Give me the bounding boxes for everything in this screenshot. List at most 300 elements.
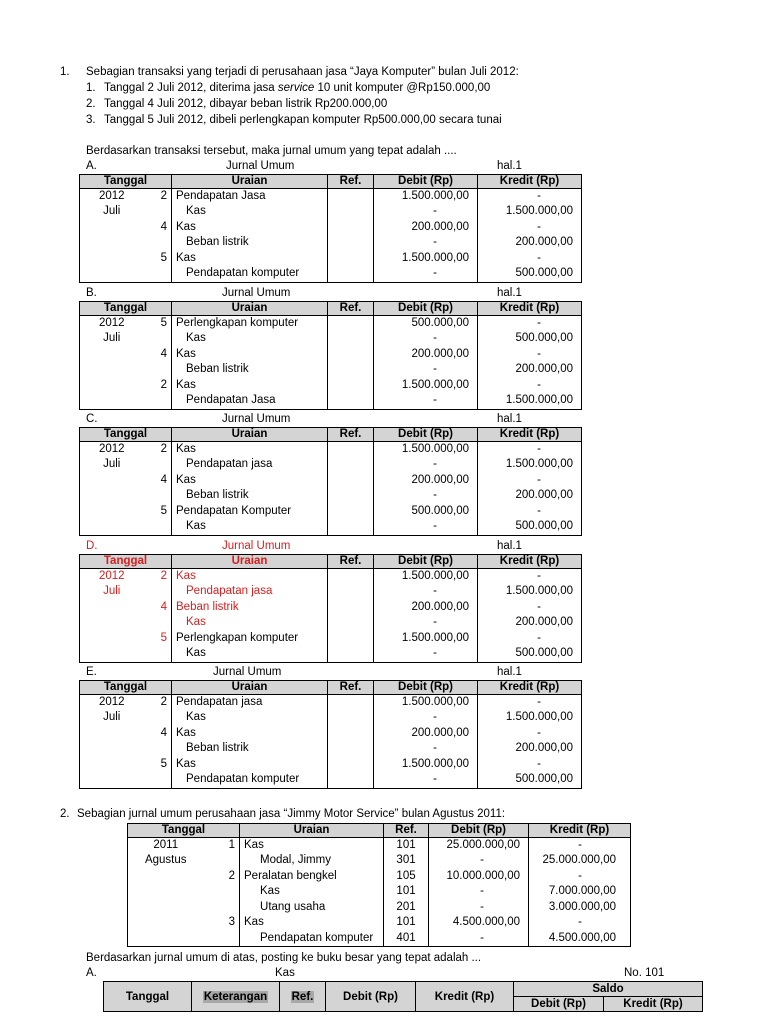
row-ref — [328, 695, 374, 711]
journal-row — [80, 220, 582, 236]
ledger-table — [103, 981, 703, 1012]
row-year: 2012 — [80, 189, 144, 205]
row-debit: - — [374, 772, 478, 788]
row-day: 4 — [144, 726, 172, 742]
col-header-debit: Debit (Rp) — [374, 681, 478, 695]
option-page: hal.1 — [497, 666, 522, 678]
journal-row — [80, 442, 582, 458]
row-description: Kas — [172, 331, 328, 347]
q2-question: Berdasarkan jurnal umum di atas, posting ke buku besar yang tepat adalah ... — [86, 952, 482, 964]
row-description: Beban listrik — [172, 362, 328, 378]
row-description: Kas — [172, 220, 328, 236]
row-description: Modal, Jimmy — [240, 853, 384, 869]
row-kredit: 1.500.000,00 — [478, 710, 582, 726]
row-day — [144, 584, 172, 600]
row-ref: 301 — [384, 853, 429, 869]
row-description: Kas — [172, 204, 328, 220]
row-year — [80, 235, 144, 251]
row-day: 1 — [204, 838, 240, 854]
col-header-uraian: Uraian — [172, 681, 328, 695]
row-description: Perlengkapan komputer — [172, 631, 328, 647]
row-description: Pendapatan Komputer — [172, 504, 328, 520]
q1-item-number: 2. — [86, 98, 96, 110]
row-kredit: - — [478, 316, 582, 332]
row-year: 2011 — [128, 838, 204, 854]
journal-row — [80, 378, 582, 394]
row-kredit: - — [478, 378, 582, 394]
row-year — [80, 362, 144, 378]
col-header-ref: Ref. — [328, 428, 374, 442]
q2-number: 2. — [60, 808, 70, 820]
row-description: Kas — [172, 710, 328, 726]
row-day — [144, 488, 172, 504]
row-description: Beban listrik — [172, 600, 328, 616]
row-day — [144, 266, 172, 282]
row-year — [128, 931, 204, 947]
journal-row — [80, 757, 582, 773]
journal-table-option — [79, 680, 582, 789]
row-year — [80, 615, 144, 631]
row-ref — [328, 362, 374, 378]
journal-row — [80, 393, 582, 409]
row-description: Kas — [240, 884, 384, 900]
row-kredit: 3.000.000,00 — [529, 900, 631, 916]
q2-journal-table — [127, 823, 631, 947]
row-kredit: 200.000,00 — [478, 488, 582, 504]
col-header-uraian: Uraian — [172, 302, 328, 316]
row-debit: 1.500.000,00 — [374, 442, 478, 458]
row-debit: - — [374, 235, 478, 251]
row-description: Pendapatan komputer — [172, 266, 328, 282]
q1-item-2: Tanggal 4 Juli 2012, dibayar beban listrik Rp200.000,00 — [104, 98, 388, 110]
row-description: Kas — [172, 251, 328, 267]
row-kredit: - — [478, 189, 582, 205]
row-description: Pendapatan komputer — [240, 931, 384, 947]
row-debit: 1.500.000,00 — [374, 631, 478, 647]
row-day: 4 — [144, 220, 172, 236]
row-description: Beban listrik — [172, 235, 328, 251]
row-day — [144, 772, 172, 788]
ledger-header-tanggal: Tanggal — [104, 982, 192, 1012]
row-debit: 1.500.000,00 — [374, 251, 478, 267]
row-debit: - — [374, 488, 478, 504]
row-debit: - — [374, 710, 478, 726]
row-ref — [328, 347, 374, 363]
col-header-kredit: Kredit (Rp) — [478, 555, 582, 569]
option-title: Jurnal Umum — [222, 413, 291, 425]
ledger-header-keterangan: Keterangan — [192, 982, 280, 1012]
option-title: Jurnal Umum — [222, 540, 291, 552]
row-day: 5 — [144, 504, 172, 520]
row-ref: 105 — [384, 869, 429, 885]
journal-row — [80, 331, 582, 347]
row-year: Agustus — [128, 853, 204, 869]
row-debit: - — [374, 393, 478, 409]
row-day — [144, 457, 172, 473]
row-day: 5 — [144, 316, 172, 332]
row-day — [144, 331, 172, 347]
col-header-debit: Debit (Rp) — [374, 428, 478, 442]
row-year — [128, 884, 204, 900]
row-ref — [328, 442, 374, 458]
journal-row — [80, 473, 582, 489]
col-header-tanggal: Tanggal — [80, 681, 172, 695]
option-page: hal.1 — [497, 540, 522, 552]
option-letter: B. — [86, 287, 97, 299]
journal-row — [80, 646, 582, 662]
journal-row — [80, 569, 582, 585]
row-description: Pendapatan jasa — [172, 695, 328, 711]
row-kredit: - — [478, 251, 582, 267]
q1-item-1: Tanggal 2 Juli 2012, diterima jasa service 10 unit komputer @Rp150.000,00 — [104, 82, 491, 94]
row-year: Juli — [80, 204, 144, 220]
row-year — [80, 741, 144, 757]
journal-row — [80, 488, 582, 504]
row-day: 2 — [144, 442, 172, 458]
row-day — [144, 362, 172, 378]
row-kredit: 1.500.000,00 — [478, 457, 582, 473]
col-header-ref: Ref. — [328, 302, 374, 316]
row-ref — [328, 488, 374, 504]
row-debit: - — [374, 204, 478, 220]
col-header-kredit: Kredit (Rp) — [478, 681, 582, 695]
row-ref: 101 — [384, 884, 429, 900]
journal-row — [128, 900, 631, 916]
row-ref — [328, 393, 374, 409]
col-header-ref: Ref. — [328, 555, 374, 569]
row-kredit: - — [529, 869, 631, 885]
row-description: Kas — [172, 347, 328, 363]
row-description: Kas — [172, 615, 328, 631]
journal-row — [128, 931, 631, 947]
journal-row — [80, 347, 582, 363]
ledger-header-kredit: Kredit (Rp) — [416, 982, 514, 1012]
row-ref — [328, 710, 374, 726]
journal-row — [128, 853, 631, 869]
row-day — [144, 393, 172, 409]
col-header-ref: Ref. — [384, 824, 429, 838]
row-debit: - — [374, 741, 478, 757]
col-header-kredit: Kredit (Rp) — [478, 302, 582, 316]
row-ref — [328, 266, 374, 282]
col-header-tanggal: Tanggal — [80, 175, 172, 189]
row-debit: 1.500.000,00 — [374, 189, 478, 205]
journal-row — [80, 695, 582, 711]
journal-table-option — [79, 301, 582, 410]
row-year — [80, 251, 144, 267]
row-description: Peralatan bengkel — [240, 869, 384, 885]
row-kredit: - — [478, 504, 582, 520]
row-day — [204, 853, 240, 869]
row-kredit: - — [529, 915, 631, 931]
row-day — [144, 204, 172, 220]
journal-table-option — [79, 427, 582, 536]
journal-row — [80, 741, 582, 757]
row-day: 4 — [144, 473, 172, 489]
row-description: Kas — [240, 838, 384, 854]
row-kredit: - — [478, 695, 582, 711]
row-debit: - — [374, 457, 478, 473]
option-letter: A. — [86, 160, 97, 172]
row-year — [80, 631, 144, 647]
ledger-header-ref: Ref. — [280, 982, 326, 1012]
row-debit: - — [374, 646, 478, 662]
row-day — [144, 710, 172, 726]
journal-row — [128, 838, 631, 854]
row-description: Pendapatan jasa — [172, 584, 328, 600]
col-header-kredit: Kredit (Rp) — [529, 824, 631, 838]
row-year: Juli — [80, 331, 144, 347]
row-ref — [328, 584, 374, 600]
row-description: Kas — [172, 569, 328, 585]
row-kredit: 1.500.000,00 — [478, 393, 582, 409]
col-header-tanggal: Tanggal — [80, 428, 172, 442]
row-ref — [328, 600, 374, 616]
ledger-header-saldo-kredit: Kredit (Rp) — [604, 997, 703, 1012]
row-year — [128, 915, 204, 931]
row-kredit: - — [478, 726, 582, 742]
row-kredit: 200.000,00 — [478, 235, 582, 251]
row-day — [144, 615, 172, 631]
row-day — [144, 235, 172, 251]
journal-row — [80, 266, 582, 282]
journal-row — [80, 316, 582, 332]
ledger-header-saldo-debit: Debit (Rp) — [514, 997, 604, 1012]
row-kredit: - — [478, 600, 582, 616]
row-day — [144, 741, 172, 757]
row-year: 2012 — [80, 442, 144, 458]
row-debit: 500.000,00 — [374, 316, 478, 332]
row-day: 2 — [144, 695, 172, 711]
row-debit: 200.000,00 — [374, 726, 478, 742]
row-debit: - — [429, 884, 529, 900]
q1-number: 1. — [60, 66, 70, 78]
row-year — [80, 378, 144, 394]
col-header-tanggal: Tanggal — [80, 555, 172, 569]
row-day: 5 — [144, 631, 172, 647]
row-ref — [328, 251, 374, 267]
row-ref — [328, 457, 374, 473]
journal-row — [80, 631, 582, 647]
journal-row — [80, 235, 582, 251]
ledger-option-letter: A. — [86, 967, 97, 979]
row-ref: 401 — [384, 931, 429, 947]
row-ref — [328, 504, 374, 520]
journal-row — [80, 584, 582, 600]
q1-intro: Sebagian transaksi yang terjadi di perusahaan jasa “Jaya Komputer” bulan Juli 2012: — [86, 66, 519, 78]
row-debit: 1.500.000,00 — [374, 378, 478, 394]
row-day — [144, 519, 172, 535]
option-title: Jurnal Umum — [222, 287, 291, 299]
row-debit: - — [429, 853, 529, 869]
row-kredit: - — [478, 220, 582, 236]
row-year — [80, 757, 144, 773]
option-page: hal.1 — [497, 413, 522, 425]
row-kredit: - — [478, 473, 582, 489]
col-header-debit: Debit (Rp) — [374, 302, 478, 316]
row-ref: 101 — [384, 915, 429, 931]
row-kredit: 500.000,00 — [478, 646, 582, 662]
row-debit: - — [429, 931, 529, 947]
row-year — [80, 772, 144, 788]
row-ref — [328, 772, 374, 788]
row-debit: 1.500.000,00 — [374, 757, 478, 773]
option-letter: C. — [86, 413, 98, 425]
row-ref: 201 — [384, 900, 429, 916]
row-day: 2 — [144, 189, 172, 205]
row-description: Pendapatan komputer — [172, 772, 328, 788]
row-year — [80, 726, 144, 742]
journal-row — [80, 457, 582, 473]
row-kredit: - — [478, 631, 582, 647]
row-ref: 101 — [384, 838, 429, 854]
row-debit: - — [374, 519, 478, 535]
row-description: Kas — [172, 757, 328, 773]
row-debit: 500.000,00 — [374, 504, 478, 520]
row-year — [80, 393, 144, 409]
row-debit: 10.000.000,00 — [429, 869, 529, 885]
row-description: Kas — [240, 915, 384, 931]
row-description: Pendapatan Jasa — [172, 189, 328, 205]
row-description: Kas — [172, 473, 328, 489]
ledger-header-debit: Debit (Rp) — [326, 982, 416, 1012]
col-header-tanggal: Tanggal — [80, 302, 172, 316]
row-kredit: 200.000,00 — [478, 615, 582, 631]
row-day: 3 — [204, 915, 240, 931]
row-day: 5 — [144, 251, 172, 267]
row-description: Pendapatan jasa — [172, 457, 328, 473]
col-header-kredit: Kredit (Rp) — [478, 175, 582, 189]
row-ref — [328, 646, 374, 662]
row-kredit: 500.000,00 — [478, 519, 582, 535]
row-ref — [328, 331, 374, 347]
row-kredit: - — [478, 347, 582, 363]
q1-question: Berdasarkan transaksi tersebut, maka jurnal umum yang tepat adalah .... — [86, 145, 457, 157]
col-header-tanggal: Tanggal — [128, 824, 240, 838]
option-letter: D. — [86, 540, 98, 552]
row-ref — [328, 189, 374, 205]
journal-row — [80, 504, 582, 520]
journal-row — [80, 710, 582, 726]
col-header-ref: Ref. — [328, 681, 374, 695]
row-day: 2 — [144, 569, 172, 585]
journal-row — [80, 362, 582, 378]
row-description: Kas — [172, 726, 328, 742]
row-ref — [328, 235, 374, 251]
journal-table-option — [79, 174, 582, 283]
journal-row — [80, 204, 582, 220]
row-ref — [328, 757, 374, 773]
row-day — [204, 931, 240, 947]
row-day: 4 — [144, 347, 172, 363]
row-kredit: 25.000.000,00 — [529, 853, 631, 869]
option-title: Jurnal Umum — [213, 666, 282, 678]
row-kredit: 4.500.000,00 — [529, 931, 631, 947]
col-header-ref: Ref. — [328, 175, 374, 189]
row-debit: 200.000,00 — [374, 347, 478, 363]
ledger-header-saldo: Saldo — [514, 982, 703, 997]
ledger-account-number: No. 101 — [624, 967, 665, 979]
row-description: Pendapatan Jasa — [172, 393, 328, 409]
row-debit: 200.000,00 — [374, 220, 478, 236]
row-year: Juli — [80, 457, 144, 473]
q1-item-number: 1. — [86, 82, 96, 94]
row-kredit: 1.500.000,00 — [478, 584, 582, 600]
row-debit: - — [374, 266, 478, 282]
option-page: hal.1 — [497, 287, 522, 299]
row-year — [80, 347, 144, 363]
row-kredit: 500.000,00 — [478, 772, 582, 788]
journal-row — [80, 519, 582, 535]
row-day — [204, 884, 240, 900]
row-day: 5 — [144, 757, 172, 773]
row-day: 4 — [144, 600, 172, 616]
row-ref — [328, 726, 374, 742]
row-year — [80, 600, 144, 616]
col-header-uraian: Uraian — [240, 824, 384, 838]
row-ref — [328, 473, 374, 489]
row-kredit: 1.500.000,00 — [478, 204, 582, 220]
row-kredit: - — [478, 757, 582, 773]
row-ref — [328, 378, 374, 394]
row-year — [80, 266, 144, 282]
row-debit: 4.500.000,00 — [429, 915, 529, 931]
journal-row — [128, 884, 631, 900]
row-description: Utang usaha — [240, 900, 384, 916]
journal-table-option — [79, 554, 582, 663]
row-year — [80, 473, 144, 489]
row-kredit: 500.000,00 — [478, 266, 582, 282]
row-year — [80, 220, 144, 236]
row-year: Juli — [80, 584, 144, 600]
col-header-kredit: Kredit (Rp) — [478, 428, 582, 442]
row-description: Kas — [172, 442, 328, 458]
row-description: Kas — [172, 646, 328, 662]
col-header-uraian: Uraian — [172, 175, 328, 189]
q1-item-3: Tanggal 5 Juli 2012, dibeli perlengkapan komputer Rp500.000,00 secara tunai — [104, 114, 502, 126]
row-description: Kas — [172, 519, 328, 535]
row-ref — [328, 204, 374, 220]
option-letter: E. — [86, 666, 97, 678]
journal-row — [80, 189, 582, 205]
row-year — [80, 519, 144, 535]
row-debit: - — [374, 615, 478, 631]
col-header-debit: Debit (Rp) — [374, 555, 478, 569]
row-debit: 200.000,00 — [374, 600, 478, 616]
row-ref — [328, 519, 374, 535]
row-year — [80, 646, 144, 662]
row-debit: - — [374, 362, 478, 378]
row-year: 2012 — [80, 316, 144, 332]
row-year — [128, 900, 204, 916]
row-kredit: 200.000,00 — [478, 362, 582, 378]
journal-row — [80, 772, 582, 788]
journal-row — [80, 251, 582, 267]
journal-row — [80, 615, 582, 631]
row-description: Kas — [172, 378, 328, 394]
q1-item-number: 3. — [86, 114, 96, 126]
row-day — [144, 646, 172, 662]
row-day — [204, 900, 240, 916]
row-kredit: 500.000,00 — [478, 331, 582, 347]
row-kredit: 200.000,00 — [478, 741, 582, 757]
row-debit: - — [429, 900, 529, 916]
row-kredit: - — [478, 569, 582, 585]
row-day: 2 — [204, 869, 240, 885]
row-debit: - — [374, 331, 478, 347]
q2-intro: Sebagian jurnal umum perusahaan jasa “Jimmy Motor Service” bulan Agustus 2011: — [77, 808, 506, 820]
ledger-account-name: Kas — [275, 967, 295, 979]
